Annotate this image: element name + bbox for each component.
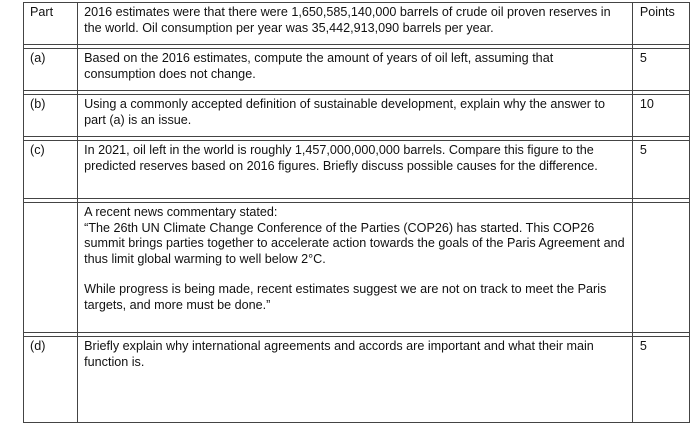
points-value: 5 bbox=[632, 49, 689, 91]
part-label: (a) bbox=[24, 49, 78, 91]
part-label: (d) bbox=[24, 337, 78, 423]
assignment-table bbox=[23, 2, 690, 423]
news-quote: “The 26th UN Climate Change Conference of the Parties (COP26) has started. This COP26 summit brings parties together to accelerate action towards the goals of the Paris Agreement and thus limit global warming to well below 2°C. bbox=[84, 220, 625, 266]
question-text: Using a commonly accepted definition of sustainable development, explain why the answer to part (a) is an issue. bbox=[78, 95, 633, 137]
question-text: Based on the 2016 estimates, compute the amount of years of oil left, assuming that consumption does not change. bbox=[78, 49, 633, 91]
part-label: (c) bbox=[24, 141, 78, 199]
question-row-c bbox=[24, 141, 690, 199]
news-intro: A recent news commentary stated: bbox=[84, 205, 278, 219]
points-value: 5 bbox=[632, 141, 689, 199]
news-commentary-row bbox=[24, 203, 690, 333]
part-column-header: Part bbox=[24, 3, 78, 45]
question-text: In 2021, oil left in the world is roughly 1,457,000,000,000 barrels. Compare this figure to the predicted reserves based on 2016 figures. Briefly discuss possible causes for the difference. bbox=[78, 141, 633, 199]
question-row-a bbox=[24, 49, 690, 91]
question-text: Briefly explain why international agreements and accords are important and what their main function is. bbox=[78, 337, 633, 423]
question-row-d bbox=[24, 337, 690, 423]
table-header-row bbox=[24, 3, 690, 45]
points-column-header: Points bbox=[632, 3, 689, 45]
part-label: (b) bbox=[24, 95, 78, 137]
news-quote-end: While progress is being made, recent estimates suggest we are not on track to meet the Paris targets, and more must be done.” bbox=[84, 282, 607, 312]
question-row-b bbox=[24, 95, 690, 137]
points-value: 5 bbox=[632, 337, 689, 423]
part-label bbox=[24, 203, 78, 333]
intro-statement: 2016 estimates were that there were 1,650,585,140,000 barrels of crude oil proven reserves in the world. Oil consumption per year was 35,442,913,090 barrels per year. bbox=[78, 3, 633, 45]
news-commentary bbox=[78, 203, 633, 333]
points-value bbox=[632, 203, 689, 333]
points-value: 10 bbox=[632, 95, 689, 137]
